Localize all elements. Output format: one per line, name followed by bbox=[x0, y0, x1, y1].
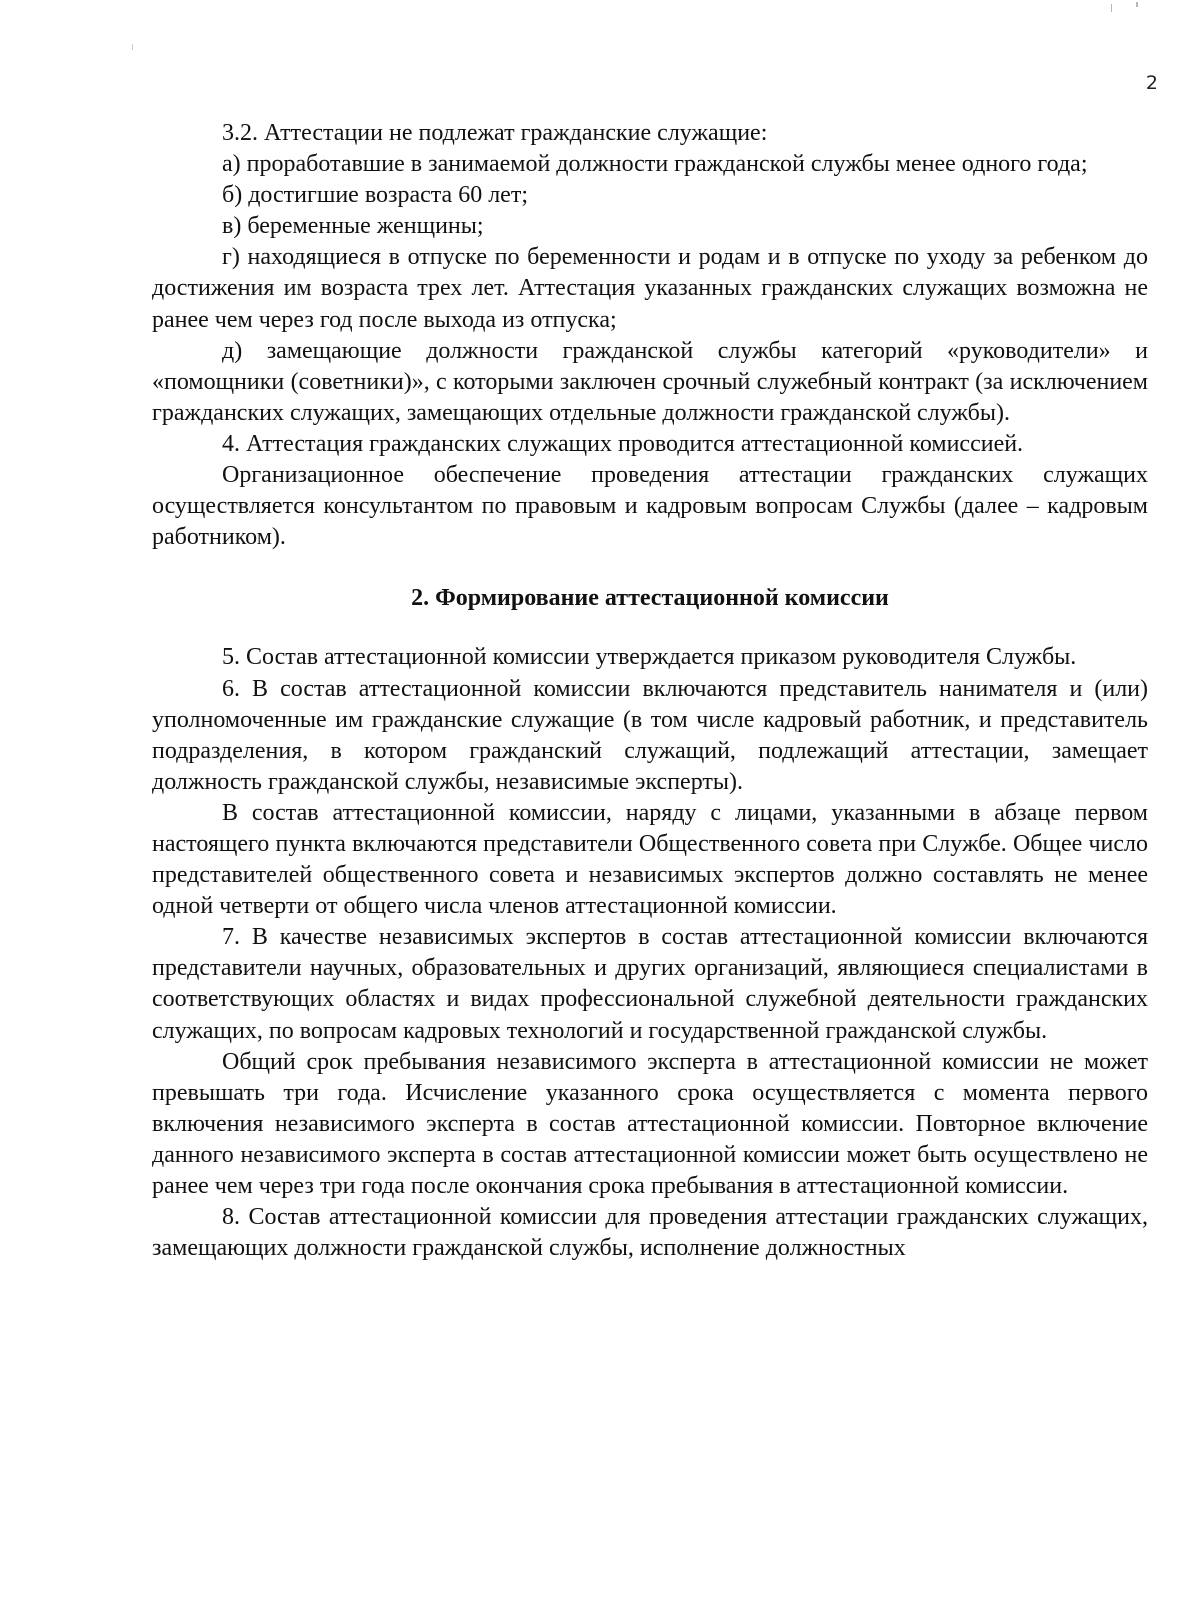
paragraph-3-2-b: б) достигшие возраста 60 лет; bbox=[222, 182, 528, 209]
paragraph-3-2-g: г) находящиеся в отпуске по беременности и родам и в отпуске по уходу за ребенком до достижения им возраста трех лет. Аттестация указанных гражданских служащих возможна не ранее чем через год после выхода из отпуска; bbox=[152, 244, 1148, 333]
section-heading: 2. Формирование аттестационной комиссии bbox=[411, 585, 889, 612]
paragraph-3-2-a: а) проработавшие в занимаемой должности гражданской службы менее одного года; bbox=[222, 151, 1088, 178]
paragraph-3-2-d: д) замещающие должности гражданской службы категорий «руководители» и «помощники (советники)», с которыми заключен срочный служебный контракт (за исключением гражданских служащих, замещающих отдельные должности гражданской службы). bbox=[152, 337, 1148, 426]
paragraph-6-public-council: В состав аттестационной комиссии, наряду с лицами, указанными в абзаце первом настоящего пункта включаются представители Общественного совета при Службе. Общее число представителей общественного совета и независимых экспертов должно составлять не менее одной четверти от общего числа членов аттестационной комиссии. bbox=[152, 799, 1148, 920]
scan-artifact bbox=[1136, 2, 1138, 7]
paragraph-7-term: Общий срок пребывания независимого эксперта в аттестационной комиссии не может превышать три года. Исчисление указанного срока осуществляется с момента первого включения независимого эксперта в состав аттестационной комиссии. Повторное включение данного независимого эксперта в состав аттестационной комиссии может быть осуществлено не ранее чем через три года после окончания срока пребывания в аттестационной комиссии. bbox=[152, 1048, 1148, 1199]
paragraph-3-2-v: в) беременные женщины; bbox=[222, 213, 484, 240]
paragraph-6: 6. В состав аттестационной комиссии включаются представитель нанимателя и (или) уполномоченные им гражданские служащие (в том числе кадровый работник, и представитель подразделения, в котором гражданский служащий, подлежащий аттестации, замещает должность гражданской службы, независимые эксперты). bbox=[152, 675, 1148, 795]
paragraph-5: 5. Состав аттестационной комиссии утверждается приказом руководителя Службы. bbox=[222, 644, 1077, 671]
paragraph-4: 4. Аттестация гражданских служащих проводится аттестационной комиссией. bbox=[222, 430, 1024, 457]
paragraph-8: 8. Состав аттестационной комиссии для проведения аттестации гражданских служащих, замещающих должности гражданской службы, исполнение должностных bbox=[152, 1204, 1148, 1262]
paragraph-4-organizational: Организационное обеспечение проведения аттестации гражданских служащих осуществляется консультантом по правовым и кадровым вопросам Службы (далее – кадровым работником). bbox=[152, 462, 1148, 551]
scan-artifact bbox=[1111, 4, 1112, 12]
paragraph-3-2: 3.2. Аттестации не подлежат гражданские служащие: bbox=[222, 120, 768, 146]
page-number: 2 bbox=[1145, 72, 1158, 94]
document-body bbox=[152, 118, 1148, 1264]
paragraph-7: 7. В качестве независимых экспертов в состав аттестационной комиссии включаются представители научных, образовательных и других организаций, являющиеся специалистами в соответствующих областях и видах профессиональной служебной деятельности гражданских служащих, по вопросам кадровых технологий и государственной гражданской службы. bbox=[152, 924, 1148, 1044]
scan-artifact bbox=[132, 44, 133, 50]
